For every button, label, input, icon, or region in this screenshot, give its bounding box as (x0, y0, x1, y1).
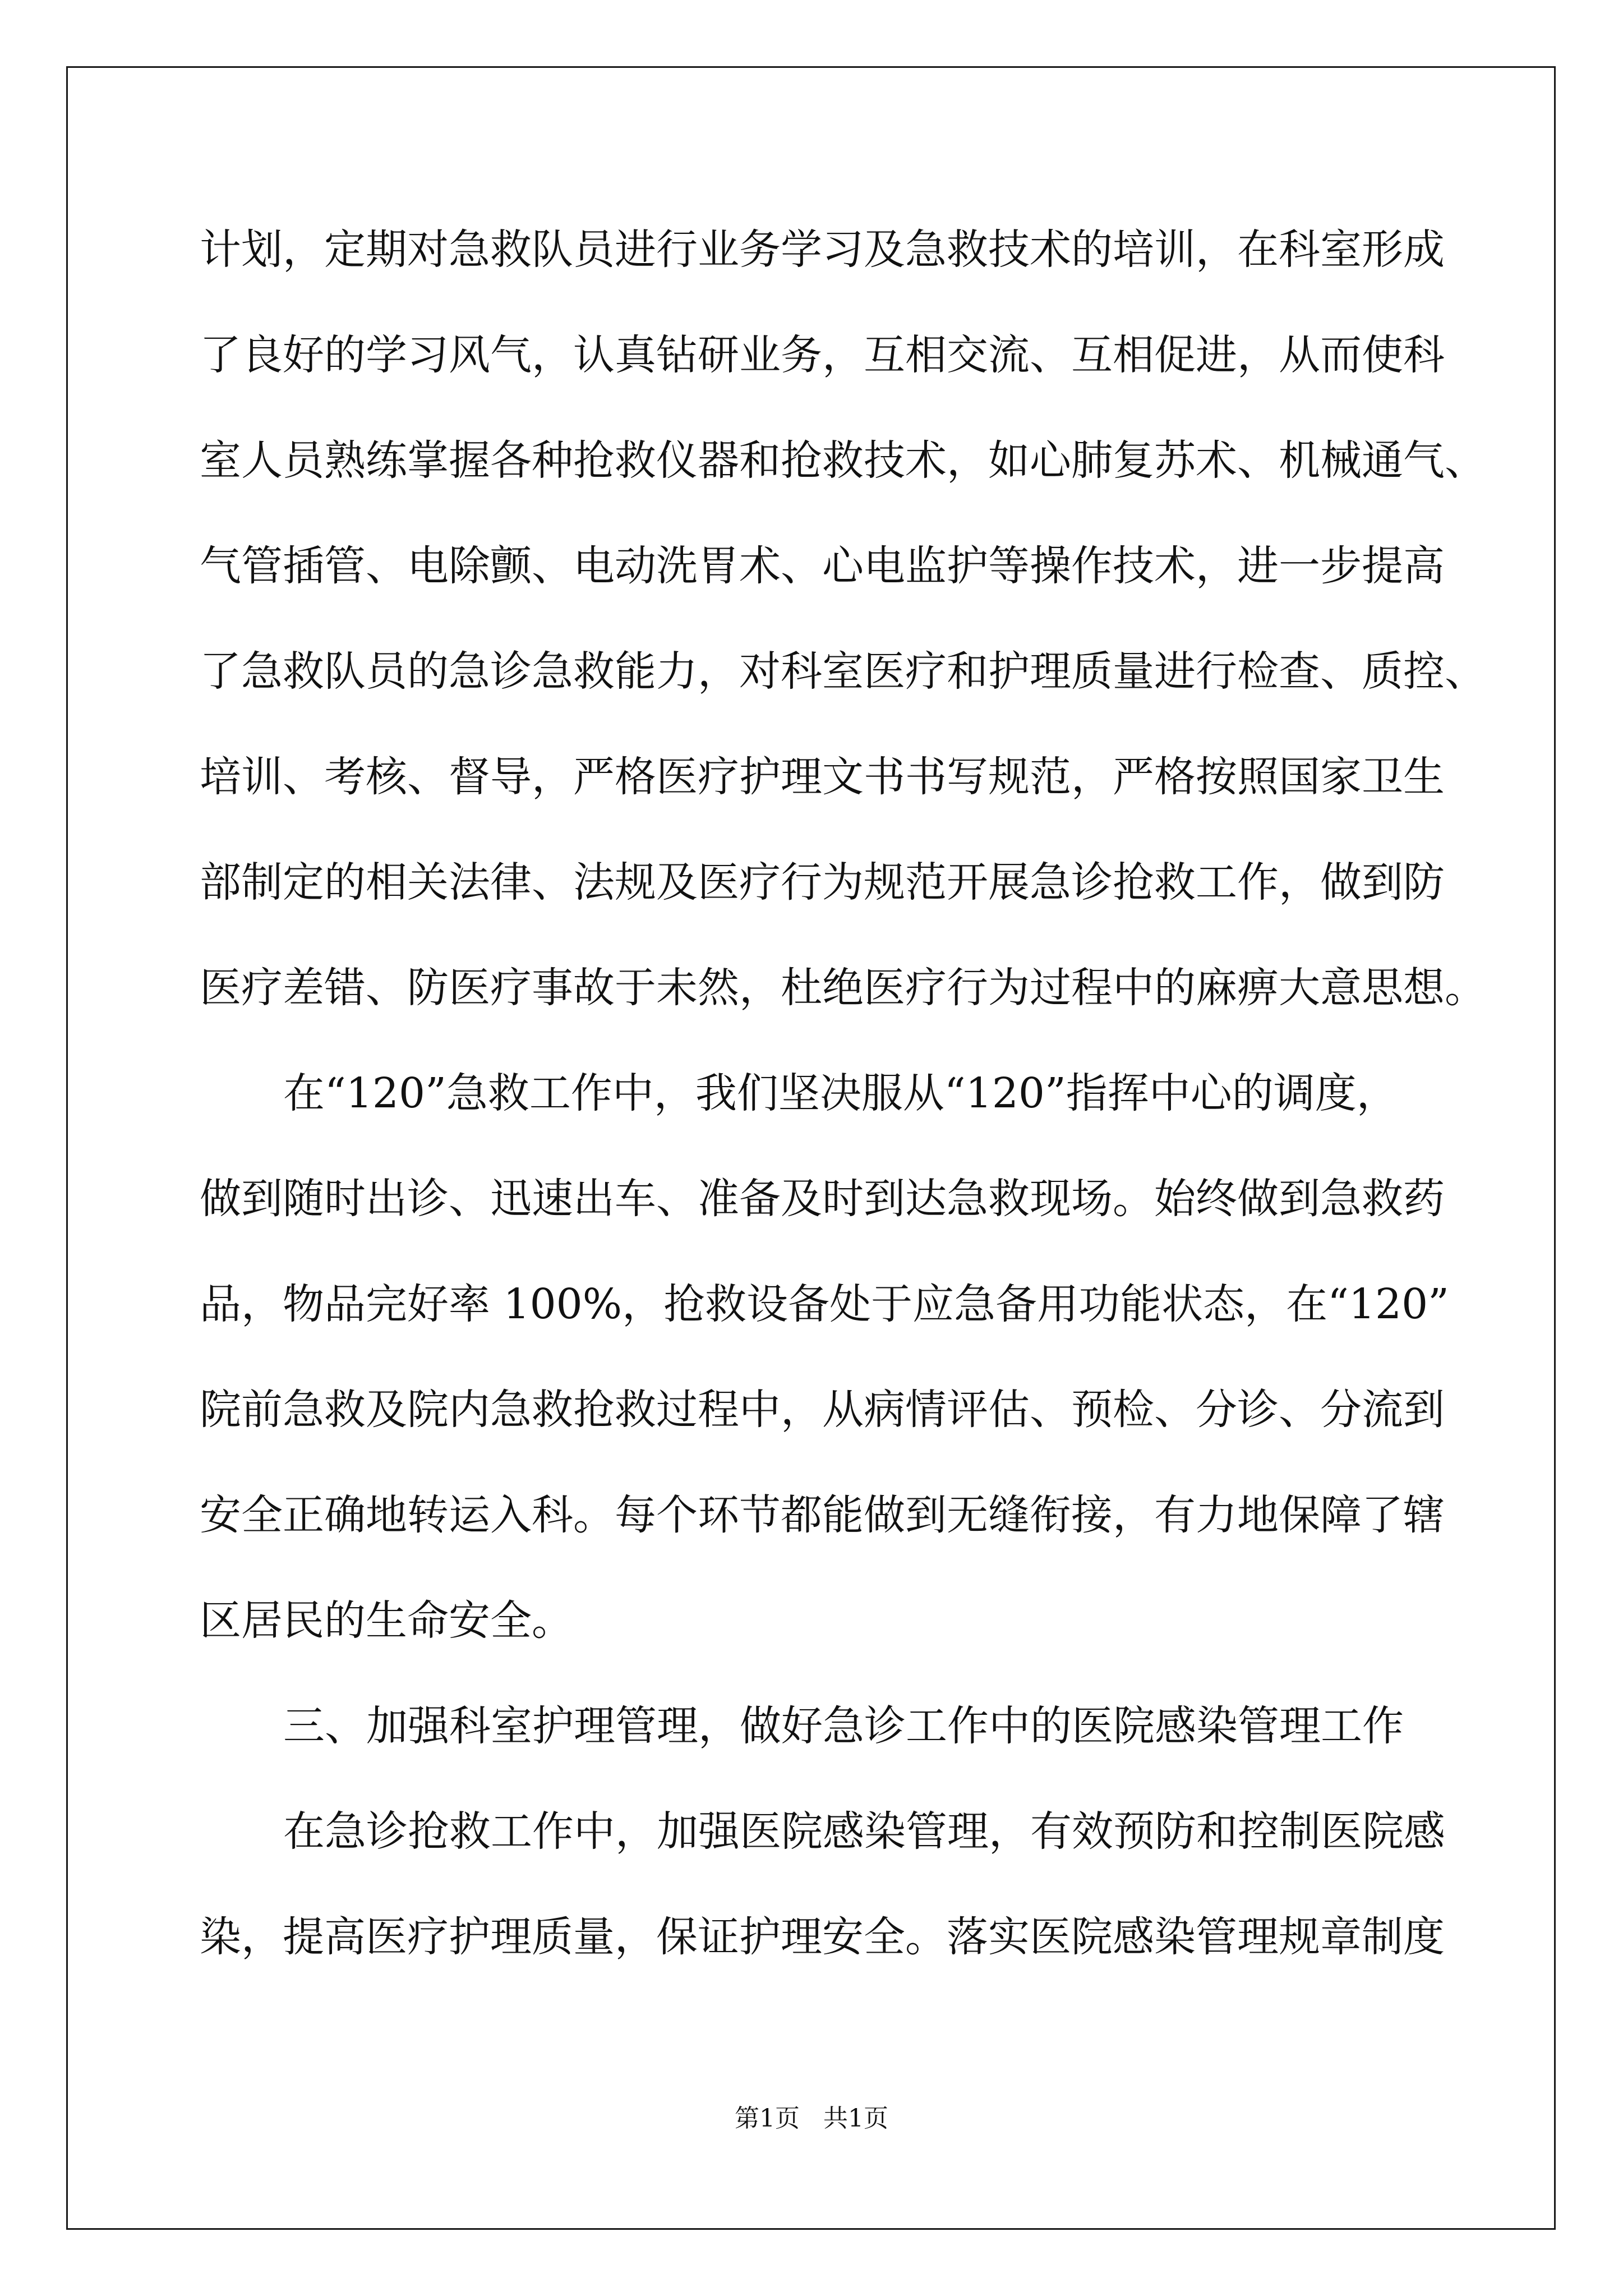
body-text-line-11: 品，物品完好率 100%，抢救设备处于应急备用功能状态，在“120” (200, 1280, 1449, 1328)
body-text-line-1: 计划，定期对急救队员进行业务学习及急救技术的培训，在科室形成 (200, 226, 1445, 274)
paragraph-start-line-16: 在急诊抢救工作中，加强医院感染管理，有效预防和控制医院感 (283, 1807, 1445, 1856)
body-text-line-17: 染，提高医疗护理质量，保证护理安全。落实医院感染管理规章制度 (200, 1913, 1445, 1961)
page-border (66, 66, 1556, 2230)
body-text-line-5: 了急救队员的急诊急救能力，对科室医疗和护理质量进行检查、质控、 (200, 647, 1486, 696)
paragraph-start-line-9: 在“120”急救工作中，我们坚决服从“120”指挥中心的调度， (283, 1069, 1398, 1117)
body-text-line-13: 安全正确地转运入科。每个环节都能做到无缝衔接，有力地保障了辖 (200, 1491, 1445, 1539)
body-text-line-10: 做到随时出诊、迅速出车、准备及时到达急救现场。始终做到急救药 (200, 1175, 1445, 1223)
body-text-line-2: 了良好的学习风气，认真钻研业务，互相交流、互相促进，从而使科 (200, 331, 1445, 379)
body-text-line-8: 医疗差错、防医疗事故于未然，杜绝医疗行为过程中的麻痹大意思想。 (200, 964, 1486, 1012)
body-text-line-3: 室人员熟练掌握各种抢救仪器和抢救技术，如心肺复苏术、机械通气、 (200, 436, 1486, 485)
page-number-footer: 第1页 共1页 (735, 2104, 888, 2133)
body-text-line-12: 院前急救及院内急救抢救过程中，从病情评估、预检、分诊、分流到 (200, 1386, 1445, 1434)
body-text-line-4: 气管插管、电除颤、电动洗胃术、心电监护等操作技术，进一步提高 (200, 542, 1445, 590)
body-text-line-6: 培训、考核、督导，严格医疗护理文书书写规范，严格按照国家卫生 (200, 753, 1445, 801)
body-text-line-7: 部制定的相关法律、法规及医疗行为规范开展急诊抢救工作，做到防 (200, 858, 1445, 907)
section-heading: 三、加强科室护理管理，做好急诊工作中的医院感染管理工作 (283, 1702, 1404, 1750)
body-text-line-14: 区居民的生命安全。 (200, 1596, 573, 1645)
